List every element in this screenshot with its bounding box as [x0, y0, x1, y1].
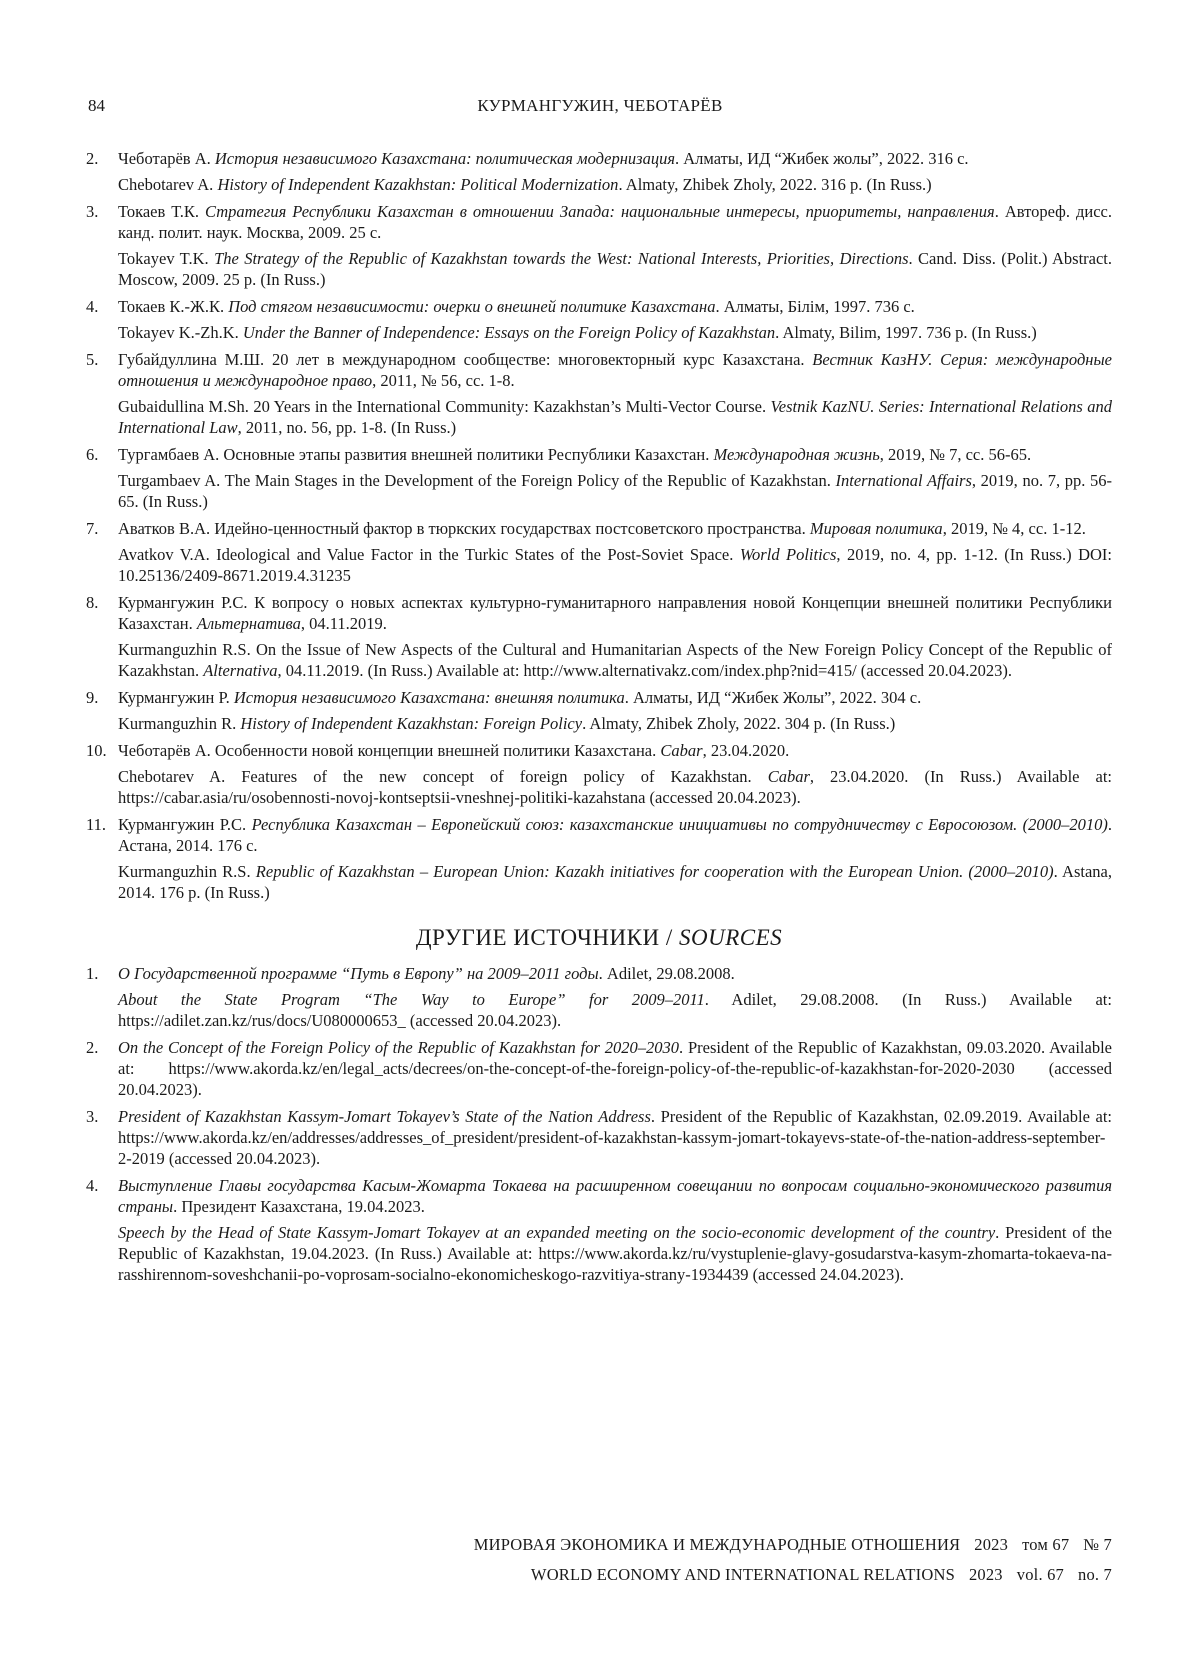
- citation-text: Kurmanguzhin R.: [118, 714, 241, 733]
- reference-item-text-en: [118, 766, 1112, 808]
- source-item-number: 3.: [86, 1107, 99, 1126]
- citation-text: Chebotarev A.: [118, 175, 218, 194]
- footer-year-ru: 2023: [974, 1535, 1009, 1554]
- italic-title: Мировая политика: [809, 519, 943, 538]
- citation-text: . Almaty, Zhibek Zholy, 2022. 304 p. (In Russ.): [582, 714, 896, 733]
- reference-item-text-en: [118, 713, 1112, 734]
- footer-volume-ru: том 67: [1022, 1535, 1070, 1554]
- citation-text: . Президент Казахстана, 19.04.2023.: [173, 1197, 425, 1216]
- citation-text: . President of the Republic of Kazakhstan, 19.04.2023. (In Russ.) Available at: https://www.akorda.kz/ru/vystuplenie-glavy-gosudarstva-kasym-zhomarta-tokaeva-na-rasshirennom-soveshchanii-po-voprosam-socialno-ekonomicheskogo-razvitiya-strany-1934439 (accessed 24.04.2023).: [118, 1223, 1112, 1284]
- citation-text: . Almaty, Zhibek Zholy, 2022. 316 p. (In Russ.): [618, 175, 932, 194]
- footer-volume-en: vol. 67: [1016, 1565, 1064, 1584]
- citation-text: Avatkov V.A. Ideological and Value Factor in the Turkic States of the Post-Soviet Space.: [118, 545, 740, 564]
- reference-item-text-en: [118, 470, 1112, 512]
- citation-text: , 2011, № 56, сс. 1-8.: [372, 371, 515, 390]
- citation-text: , 23.04.2020.: [702, 741, 790, 760]
- reference-item-number: 7.: [86, 519, 99, 538]
- citation-text: Тургамбаев А. Основные этапы развития внешней политики Республики Казахстан.: [118, 445, 714, 464]
- running-head: [88, 96, 1112, 120]
- italic-title: Альтернатива: [196, 614, 301, 633]
- reference-item: [86, 444, 1112, 512]
- italic-title: International Affairs: [835, 471, 972, 490]
- citation-text: . Astana, 2014. 176 p. (In Russ.): [118, 862, 1112, 902]
- citation-text: Chebotarev A. Features of the new concept of foreign policy of Kazakhstan.: [118, 767, 768, 786]
- source-item: [86, 963, 1112, 1031]
- reference-list: [86, 148, 1112, 1291]
- reference-item-number: 10.: [86, 741, 107, 760]
- citation-text: . Алматы, Білім, 1997. 736 с.: [715, 297, 915, 316]
- citation-text: Курмангужин Р.: [118, 688, 234, 707]
- reference-item: [86, 814, 1112, 903]
- italic-title: About the State Program “The Way to Europe” for 2009–2011: [118, 990, 705, 1009]
- reference-item-text-en: [118, 639, 1112, 681]
- footer-issue-en: no. 7: [1078, 1565, 1112, 1584]
- citation-text: Губайдуллина М.Ш. 20 лет в международном сообществе: многовекторный курс Казахстана.: [118, 350, 813, 369]
- citation-text: Kurmanguzhin R.S.: [118, 862, 256, 881]
- source-item: [86, 1037, 1112, 1100]
- italic-title: Cabar: [767, 767, 810, 786]
- citation-text: Чеботарёв А.: [118, 149, 215, 168]
- citation-text: Tokayev K.-Zh.K.: [118, 323, 243, 342]
- reference-item-text-en: [118, 861, 1112, 903]
- source-item-text-ru: [118, 1106, 1112, 1169]
- italic-title: Cabar: [660, 741, 703, 760]
- italic-title: Выступление Главы государства Касым-Жомарта Токаева на расширенном совещании по вопросам социально-экономического развития страны: [118, 1176, 1112, 1216]
- source-item-text-ru: [118, 1037, 1112, 1100]
- reference-item-number: 2.: [86, 149, 99, 168]
- reference-item-text-en: [118, 248, 1112, 290]
- citation-text: Kurmanguzhin R.S. On the Issue of New Aspects of the Cultural and Humanitarian Aspects of the New Foreign Policy Concept of the Republic of Kazakhstan.: [118, 640, 1112, 680]
- source-item-text-ru: [118, 1175, 1112, 1217]
- citation-text: . Cand. Diss. (Polit.) Abstract. Moscow, 2009. 25 p. (In Russ.): [118, 249, 1113, 289]
- references: [86, 148, 1112, 903]
- source-item: [86, 1175, 1112, 1285]
- reference-item-text-en: [118, 322, 1112, 343]
- citation-text: . Алматы, ИД “Жибек жолы”, 2022. 316 с.: [675, 149, 969, 168]
- reference-item-text-ru: [118, 592, 1112, 634]
- italic-title: Under the Banner of Independence: Essays on the Foreign Policy of Kazakhstan: [242, 323, 776, 342]
- reference-item-number: 8.: [86, 593, 99, 612]
- italic-title: Republic of Kazakhstan – European Union: Kazakh initiatives for cooperation with the European Union. (2000–2010): [255, 862, 1054, 881]
- citation-text: Tokayev T.K.: [118, 249, 215, 268]
- sources: [86, 963, 1112, 1285]
- page-number: 84: [88, 96, 105, 115]
- reference-item: [86, 349, 1112, 438]
- footer-year-en: 2023: [968, 1565, 1003, 1584]
- citation-text: , 2019, no. 7, pp. 56-65. (In Russ.): [118, 471, 1113, 511]
- italic-title: История независимого Казахстана: политическая модернизация: [214, 149, 676, 168]
- reference-item-number: 9.: [86, 688, 99, 707]
- italic-title: President of Kazakhstan Kassym-Jomart Tokayev’s State of the Nation Address: [118, 1107, 651, 1126]
- reference-item-text-ru: [118, 687, 1112, 708]
- reference-item-text-en: [118, 396, 1112, 438]
- source-item-number: 1.: [86, 964, 99, 983]
- citation-text: , 2019, № 7, сс. 56-65.: [879, 445, 1032, 464]
- citation-text: Turgambaev A. The Main Stages in the Development of the Foreign Policy of the Republic of Kazakhstan.: [118, 471, 836, 490]
- section-title-en: SOURCES: [678, 925, 783, 950]
- reference-item-number: 11.: [86, 815, 107, 834]
- citation-text: . President of the Republic of Kazakhstan, 09.03.2020. Available at: https://www.akorda.kz/en/legal_acts/decrees/on-the-concept-of-the-foreign-policy-of-the-republic-of-kazakhstan-for-2020-2030 (accessed 20.04.2023).: [118, 1038, 1112, 1099]
- italic-title: Стратегия Республики Казахстан в отношении Запада: национальные интересы, приоритеты, направления: [204, 202, 995, 221]
- reference-item: [86, 740, 1112, 808]
- italic-title: Под стягом независимости: очерки о внешней политике Казахстана: [228, 297, 716, 316]
- citation-text: . Adilet, 29.08.2008. (In Russ.) Available at: https://adilet.zan.kz/rus/docs/U080000653_ (accessed 20.04.2023).: [118, 990, 1112, 1030]
- italic-title: History of Independent Kazakhstan: Political Modernization: [217, 175, 619, 194]
- footer-issue-ru: № 7: [1083, 1535, 1112, 1554]
- footer-line-ru: [212, 1530, 1112, 1560]
- italic-title: The Strategy of the Republic of Kazakhstan towards the West: National Interests, Priorities, Directions: [214, 249, 909, 268]
- source-item-number: 2.: [86, 1038, 99, 1057]
- reference-item: [86, 201, 1112, 290]
- reference-item-number: 6.: [86, 445, 99, 464]
- citation-text: Gubaidullina M.Sh. 20 Years in the International Community: Kazakhstan’s Multi-Vector Course.: [118, 397, 771, 416]
- reference-item-text-ru: [118, 296, 1112, 317]
- reference-item: [86, 148, 1112, 195]
- reference-item-text-ru: [118, 444, 1112, 465]
- citation-text: Чеботарёв А. Особенности новой концепции внешней политики Казахстана.: [118, 741, 661, 760]
- reference-item-text-ru: [118, 814, 1112, 856]
- citation-text: , 04.11.2019.: [300, 614, 387, 633]
- citation-text: . Adilet, 29.08.2008.: [598, 964, 735, 983]
- citation-text: , 2019, no. 4, pp. 1-12. (In Russ.) DOI: 10.25136/2409-8671.2019.4.31235: [118, 545, 1113, 585]
- reference-item-text-ru: [118, 349, 1112, 391]
- reference-item-number: 5.: [86, 350, 99, 369]
- citation-text: , 2019, № 4, сс. 1-12.: [942, 519, 1086, 538]
- source-item-number: 4.: [86, 1176, 99, 1195]
- reference-item: [86, 518, 1112, 586]
- italic-title: On the Concept of the Foreign Policy of the Republic of Kazakhstan for 2020–2030: [118, 1038, 679, 1057]
- italic-title: Speech by the Head of State Kassym-Jomart Tokayev at an expanded meeting on the socio-economic development of the country: [118, 1223, 996, 1242]
- italic-title: Республика Казахстан – Европейский союз: казахстанские инициативы по сотрудничеству с Евросоюзом. (2000–2010): [251, 815, 1108, 834]
- reference-item-text-en: [118, 544, 1112, 586]
- source-item-text-en: [118, 989, 1112, 1031]
- section-title-ru: ДРУГИЕ ИСТОЧНИКИ /: [415, 925, 679, 950]
- citation-text: Курмангужин Р.С. К вопросу о новых аспектах культурно-гуманитарного направления новой Концепции внешней политики Республики Казахстан.: [118, 593, 1112, 633]
- footer-line-en: [212, 1560, 1112, 1590]
- running-title: КУРМАНГУЖИН, ЧЕБОТАРЁВ: [477, 96, 723, 115]
- citation-text: , 04.11.2019. (In Russ.) Available at: http://www.alternativakz.com/index.php?nid=415/ (accessed 20.04.2023).: [277, 661, 1012, 680]
- reference-item-number: 3.: [86, 202, 99, 221]
- citation-text: . President of the Republic of Kazakhstan, 02.09.2019. Available at: https://www.akorda.kz/en/addresses/addresses_of_president/president-of-kazakhstan-kassym-jomart-tokayevs-state-of-the-nation-address-september-2-2019 (accessed 20.04.2023).: [118, 1107, 1113, 1168]
- citation-text: , 2011, no. 56, pp. 1-8. (In Russ.): [237, 418, 457, 437]
- reference-item: [86, 592, 1112, 681]
- italic-title: Vestnik KazNU. Series: International Relations and International Law: [118, 397, 1112, 437]
- source-item: [86, 1106, 1112, 1169]
- italic-title: Alternativa: [203, 661, 278, 680]
- citation-text: Токаев Т.К.: [118, 202, 205, 221]
- citation-text: . Астана, 2014. 176 с.: [118, 815, 1113, 855]
- section-title-sources: [86, 925, 1112, 951]
- reference-item-text-ru: [118, 201, 1112, 243]
- italic-title: История независимого Казахстана: внешняя политика: [233, 688, 625, 707]
- citation-text: . Алматы, ИД “Жибек Жолы”, 2022. 304 с.: [624, 688, 922, 707]
- footer-journal-ru: МИРОВАЯ ЭКОНОМИКА И МЕЖДУНАРОДНЫЕ ОТНОШЕНИЯ: [473, 1535, 961, 1554]
- source-item-text-en: [118, 1222, 1112, 1285]
- italic-title: Вестник КазНУ. Серия: международные отношения и международное право: [118, 350, 1112, 390]
- italic-title: Международная жизнь: [713, 445, 880, 464]
- citation-text: . Автореф. дисс. канд. полит. наук. Москва, 2009. 25 с.: [118, 202, 1112, 242]
- reference-item-number: 4.: [86, 297, 99, 316]
- reference-item: [86, 296, 1112, 343]
- reference-item: [86, 687, 1112, 734]
- italic-title: History of Independent Kazakhstan: Foreign Policy: [240, 714, 583, 733]
- source-item-text-ru: [118, 963, 1112, 984]
- reference-item-text-ru: [118, 518, 1112, 539]
- journal-footer: [212, 1530, 1112, 1590]
- italic-title: World Politics: [739, 545, 837, 564]
- citation-text: Курмангужин Р.С.: [118, 815, 252, 834]
- italic-title: О Государственной программе “Путь в Европу” на 2009–2011 годы: [118, 964, 599, 983]
- reference-item-text-en: [118, 174, 1112, 195]
- citation-text: . Almaty, Bilim, 1997. 736 p. (In Russ.): [775, 323, 1037, 342]
- citation-text: Токаев К.-Ж.К.: [118, 297, 229, 316]
- footer-journal-en: WORLD ECONOMY AND INTERNATIONAL RELATIONS: [530, 1565, 955, 1584]
- reference-item-text-ru: [118, 740, 1112, 761]
- citation-text: Аватков В.А. Идейно-ценностный фактор в тюркских государствах постсоветского пространства.: [118, 519, 810, 538]
- reference-item-text-ru: [118, 148, 1112, 169]
- citation-text: , 23.04.2020. (In Russ.) Available at: https://cabar.asia/ru/osobennosti-novoj-kontseptsii-vneshnej-politiki-kazahstana (accessed 20.04.2023).: [118, 767, 1113, 807]
